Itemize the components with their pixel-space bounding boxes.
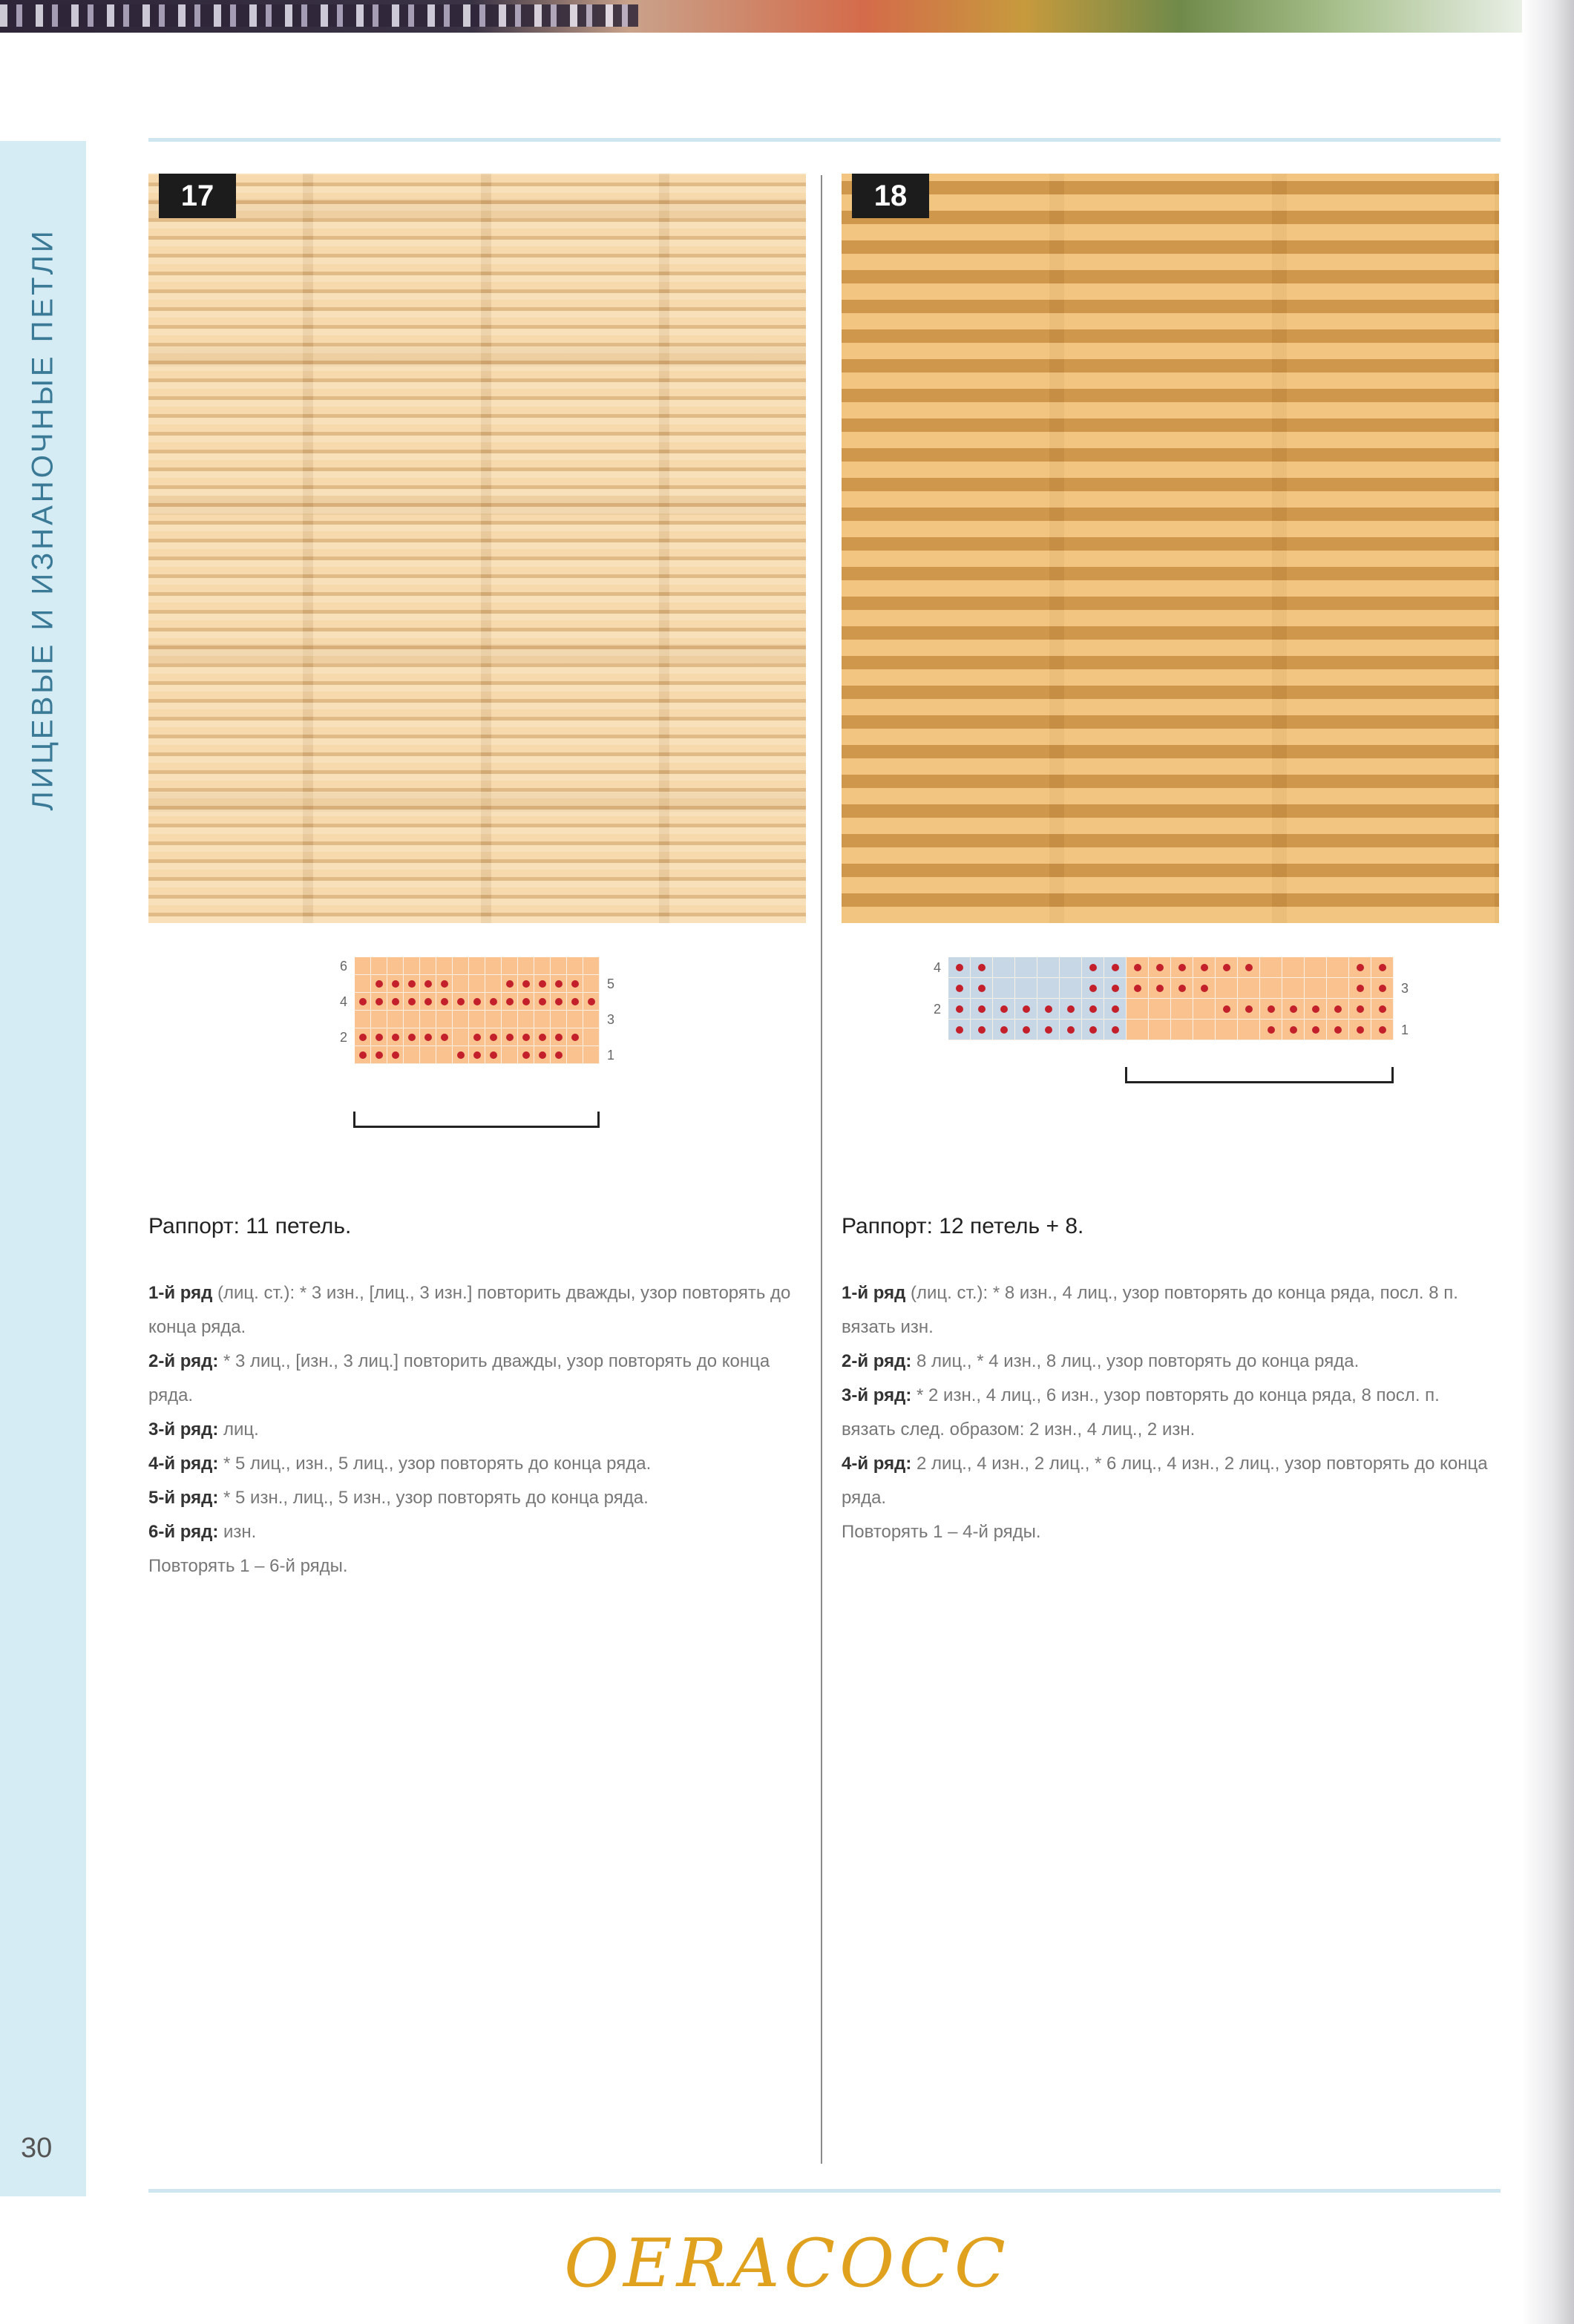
- row-text: 2 лиц., 4 изн., 2 лиц., * 6 лиц., 4 изн., 2 лиц., узор повторять до конца ряда.: [842, 1454, 1488, 1508]
- chart-cell: [1149, 1020, 1171, 1040]
- chart-cell: [534, 975, 551, 993]
- chart-cell: [534, 1046, 551, 1064]
- chart-row-number: 3: [607, 1012, 615, 1027]
- chart-cell: [387, 1046, 404, 1064]
- chart-cell: [993, 999, 1015, 1020]
- chart-cell: [1127, 978, 1149, 999]
- chart-cell: [583, 993, 600, 1011]
- chart-cell: [518, 1011, 534, 1028]
- chart-cell: [1216, 957, 1238, 978]
- chart-cell: [355, 1028, 371, 1046]
- section-title: ЛИЦЕВЫЕ И ИЗНАНОЧНЫЕ ПЕТЛИ: [26, 228, 59, 811]
- chart-cell: [518, 1028, 534, 1046]
- chart-cell: [551, 1011, 567, 1028]
- chart-cell: [371, 1028, 387, 1046]
- chart-cell: [518, 975, 534, 993]
- chart-cell: [1037, 999, 1060, 1020]
- chart-cell: [469, 1011, 485, 1028]
- row-text: 8 лиц., * 4 изн., 8 лиц., узор повторять до конца ряда.: [911, 1351, 1360, 1371]
- chart-cell: [436, 1046, 453, 1064]
- chart-cell: [404, 975, 420, 993]
- chart-cell: [534, 1011, 551, 1028]
- chart-cell: [1060, 999, 1082, 1020]
- chart-cell: [948, 978, 971, 999]
- chart-grid: [355, 957, 600, 1064]
- instruction-line: [148, 1447, 801, 1481]
- chart-cell: [1216, 999, 1238, 1020]
- chart-cell: [355, 993, 371, 1011]
- chart-cell: [1015, 957, 1037, 978]
- chart-cell: [518, 993, 534, 1011]
- chart-cell: [567, 957, 583, 975]
- chart-cell: [1371, 999, 1394, 1020]
- chart-cell: [1082, 978, 1104, 999]
- chart-cell: [1015, 999, 1037, 1020]
- chart-cell: [993, 1020, 1015, 1040]
- chart-cell: [1349, 978, 1371, 999]
- pattern-17-text: [148, 1214, 801, 1583]
- instruction-line: [842, 1345, 1495, 1379]
- chart-cell: [387, 975, 404, 993]
- chart-cell: [1037, 957, 1060, 978]
- chart-cell: [971, 978, 993, 999]
- knit-swatch-photo-17: [148, 174, 806, 923]
- page-number: 30: [21, 2133, 53, 2164]
- chart-cell: [502, 1028, 518, 1046]
- chart-cell: [1349, 1020, 1371, 1040]
- chart-cell: [551, 993, 567, 1011]
- row-text: изн.: [218, 1522, 257, 1542]
- publisher-logo: OERACOCC: [564, 2225, 1010, 2302]
- chart-cell: [387, 1011, 404, 1028]
- knit-swatch-photo-18: [842, 174, 1499, 923]
- chart-cell: [1149, 957, 1171, 978]
- instruction-line: [842, 1379, 1495, 1447]
- chart-cell: [502, 957, 518, 975]
- row-text: * 5 изн., лиц., 5 изн., узор повторять до конца ряда.: [218, 1488, 649, 1508]
- chart-cell: [993, 978, 1015, 999]
- row-text: * 2 изн., 4 лиц., 6 изн., узор повторять до конца ряда, 8 посл. п. вязать след. образом: 2 изн., 4 лиц., 2 изн.: [842, 1385, 1440, 1440]
- chart-cell: [436, 1011, 453, 1028]
- chart-cell: [1082, 999, 1104, 1020]
- chart-cell: [971, 999, 993, 1020]
- row-label: 4-й ряд:: [842, 1454, 912, 1474]
- chart-cell: [1060, 1020, 1082, 1040]
- chart-cell: [551, 957, 567, 975]
- chart-cell: [355, 975, 371, 993]
- chart-cell: [551, 975, 567, 993]
- repeat-bracket: [353, 1112, 600, 1128]
- chart-cell: [567, 1028, 583, 1046]
- chart-cell: [453, 1046, 469, 1064]
- row-text: * 5 лиц., изн., 5 лиц., узор повторять до конца ряда.: [218, 1454, 652, 1474]
- chart-cell: [502, 993, 518, 1011]
- chart-cell: [567, 1011, 583, 1028]
- chart-cell: [355, 957, 371, 975]
- chart-cell: [1015, 978, 1037, 999]
- chart-cell: [583, 1011, 600, 1028]
- chart-cell: [453, 975, 469, 993]
- chart-cell: [453, 993, 469, 1011]
- chart-cell: [1127, 999, 1149, 1020]
- chart-cell: [420, 1028, 436, 1046]
- chart-cell: [551, 1046, 567, 1064]
- chart-cell: [420, 993, 436, 1011]
- chart-cell: [948, 999, 971, 1020]
- rapport-line: Раппорт: 12 петель + 8.: [842, 1214, 1084, 1238]
- rapport-line: Раппорт: 11 петель.: [148, 1214, 352, 1238]
- chart-cell: [1060, 978, 1082, 999]
- chart-cell: [518, 1046, 534, 1064]
- chart-cell: [1193, 978, 1216, 999]
- chart-cell: [1371, 957, 1394, 978]
- chart-cell: [1305, 999, 1327, 1020]
- chart-cell: [404, 1046, 420, 1064]
- chart-cell: [534, 1028, 551, 1046]
- chart-cell: [1037, 1020, 1060, 1040]
- chart-cell: [485, 957, 502, 975]
- chart-cell: [1104, 999, 1127, 1020]
- chart-cell: [1127, 1020, 1149, 1040]
- chart-cell: [1282, 957, 1305, 978]
- chart-cell: [371, 1046, 387, 1064]
- chart-row-number: 6: [340, 959, 348, 974]
- chart-cell: [371, 975, 387, 993]
- chart-cell: [420, 1046, 436, 1064]
- chart-cell: [1305, 978, 1327, 999]
- chart-cell: [551, 1028, 567, 1046]
- row-label: 4-й ряд:: [148, 1454, 219, 1474]
- chart-row-number: 4: [340, 994, 348, 1009]
- row-label: 5-й ряд:: [148, 1488, 219, 1508]
- chart-cell: [1260, 999, 1282, 1020]
- chart-cell: [485, 1011, 502, 1028]
- chart-cell: [485, 975, 502, 993]
- instruction-line: [842, 1447, 1495, 1515]
- chart-cell: [1260, 957, 1282, 978]
- chart-cell: [1327, 978, 1349, 999]
- chart-cell: [420, 957, 436, 975]
- instruction-line: [842, 1276, 1495, 1345]
- chart-cell: [355, 1011, 371, 1028]
- chart-cell: [1171, 999, 1193, 1020]
- chart-cell: [1238, 957, 1260, 978]
- chart-cell: [404, 957, 420, 975]
- chart-cell: [502, 1046, 518, 1064]
- top-rule: [148, 138, 1501, 142]
- chart-cell: [502, 1011, 518, 1028]
- chart-cell: [469, 993, 485, 1011]
- chart-cell: [1193, 1020, 1216, 1040]
- chart-cell: [371, 957, 387, 975]
- chart-row-number: 3: [1401, 981, 1409, 996]
- row-text: (лиц. ст.): * 3 изн., [лиц., 3 изн.] повторить дважды, узор повторять до конца ряда.: [148, 1283, 791, 1337]
- chart-row-number: 5: [607, 976, 615, 991]
- chart-cell: [1149, 999, 1171, 1020]
- chart-cell: [469, 975, 485, 993]
- column-divider: [821, 175, 822, 2164]
- chart-grid: [948, 957, 1394, 1040]
- chart-cell: [1171, 978, 1193, 999]
- chart-cell: [371, 993, 387, 1011]
- chart-cell: [404, 1011, 420, 1028]
- chart-cell: [485, 1028, 502, 1046]
- chart-cell: [1104, 957, 1127, 978]
- chart-cell: [485, 993, 502, 1011]
- chart-cell: [1171, 957, 1193, 978]
- chart-cell: [583, 1028, 600, 1046]
- row-text: лиц.: [218, 1419, 259, 1440]
- chart-cell: [971, 957, 993, 978]
- chart-cell: [420, 975, 436, 993]
- chart-cell: [1282, 978, 1305, 999]
- chart-cell: [1193, 957, 1216, 978]
- row-text: Повторять 1 – 4-й ряды.: [842, 1522, 1041, 1542]
- chart-cell: [436, 957, 453, 975]
- repeat-bracket: [1125, 1067, 1394, 1083]
- row-label: 3-й ряд:: [842, 1385, 912, 1405]
- chart-cell: [567, 993, 583, 1011]
- chart-cell: [1060, 957, 1082, 978]
- row-text: (лиц. ст.): * 8 изн., 4 лиц., узор повторять до конца ряда, посл. 8 п. вязать изн.: [842, 1283, 1458, 1337]
- chart-cell: [469, 1028, 485, 1046]
- chart-row-number: 1: [607, 1048, 615, 1063]
- chart-cell: [1193, 999, 1216, 1020]
- chart-cell: [1127, 957, 1149, 978]
- pattern-number-badge: 17: [159, 174, 236, 218]
- chart-cell: [583, 975, 600, 993]
- row-text: * 3 лиц., [изн., 3 лиц.] повторить дважды, узор повторять до конца ряда.: [148, 1351, 770, 1405]
- row-label: 2-й ряд:: [842, 1351, 912, 1371]
- chart-cell: [1216, 1020, 1238, 1040]
- instruction-line: [148, 1515, 801, 1549]
- chart-cell: [453, 1011, 469, 1028]
- chart-cell: [355, 1046, 371, 1064]
- row-text: Повторять 1 – 6-й ряды.: [148, 1556, 348, 1576]
- chart-cell: [420, 1011, 436, 1028]
- chart-cell: [1260, 978, 1282, 999]
- chart-cell: [387, 957, 404, 975]
- chart-cell: [1149, 978, 1171, 999]
- chart-row-number: 4: [934, 960, 942, 975]
- chart-cell: [1282, 1020, 1305, 1040]
- chart-cell: [436, 975, 453, 993]
- chart-cell: [1282, 999, 1305, 1020]
- top-ornament-pattern: [0, 4, 638, 27]
- chart-cell: [469, 957, 485, 975]
- chart-cell: [1327, 999, 1349, 1020]
- chart-cell: [1349, 999, 1371, 1020]
- chart-cell: [567, 975, 583, 993]
- bottom-rule: [148, 2189, 1501, 2193]
- chart-cell: [518, 957, 534, 975]
- chart-cell: [436, 993, 453, 1011]
- instruction-line: [148, 1345, 801, 1413]
- page-edge-shadow: [1522, 0, 1574, 2324]
- chart-cell: [1037, 978, 1060, 999]
- row-label: 6-й ряд:: [148, 1522, 219, 1542]
- chart-cell: [387, 993, 404, 1011]
- chart-cell: [1305, 957, 1327, 978]
- instruction-line: [148, 1276, 801, 1345]
- chart-cell: [453, 1028, 469, 1046]
- chart-cell: [993, 957, 1015, 978]
- row-label: 1-й ряд: [842, 1283, 906, 1303]
- chart-cell: [502, 975, 518, 993]
- chart-cell: [1349, 957, 1371, 978]
- chart-cell: [1260, 1020, 1282, 1040]
- chart-cell: [1104, 1020, 1127, 1040]
- chart-cell: [1371, 1020, 1394, 1040]
- chart-cell: [1015, 1020, 1037, 1040]
- chart-cell: [948, 957, 971, 978]
- chart-cell: [1238, 999, 1260, 1020]
- chart-row-number: 2: [934, 1002, 942, 1017]
- chart-cell: [1082, 1020, 1104, 1040]
- instruction-line: [148, 1481, 801, 1515]
- chart-cell: [404, 993, 420, 1011]
- chart-cell: [583, 1046, 600, 1064]
- pattern-18-text: [842, 1214, 1495, 1549]
- chart-cell: [583, 957, 600, 975]
- chart-cell: [1104, 978, 1127, 999]
- chart-cell: [567, 1046, 583, 1064]
- chart-cell: [485, 1046, 502, 1064]
- row-label: 2-й ряд:: [148, 1351, 219, 1371]
- chart-cell: [1327, 957, 1349, 978]
- chart-row-number: 2: [340, 1030, 348, 1045]
- chart-cell: [453, 957, 469, 975]
- chart-cell: [1327, 1020, 1349, 1040]
- chart-cell: [387, 1028, 404, 1046]
- chart-cell: [436, 1028, 453, 1046]
- chart-cell: [534, 993, 551, 1011]
- chart-cell: [469, 1046, 485, 1064]
- chart-cell: [1238, 1020, 1260, 1040]
- row-label: 3-й ряд:: [148, 1419, 219, 1440]
- instruction-line: [842, 1515, 1495, 1549]
- chart-row-number: 1: [1401, 1023, 1409, 1037]
- chart-cell: [1171, 1020, 1193, 1040]
- chart-cell: [371, 1011, 387, 1028]
- chart-cell: [404, 1028, 420, 1046]
- chart-cell: [534, 957, 551, 975]
- row-label: 1-й ряд: [148, 1283, 213, 1303]
- chart-cell: [948, 1020, 971, 1040]
- chart-cell: [1238, 978, 1260, 999]
- pattern-number-badge: 18: [852, 174, 929, 218]
- chart-cell: [971, 1020, 993, 1040]
- chart-cell: [1082, 957, 1104, 978]
- instruction-line: [148, 1413, 801, 1447]
- chart-cell: [1371, 978, 1394, 999]
- instruction-line: [148, 1549, 801, 1583]
- chart-cell: [1305, 1020, 1327, 1040]
- chart-cell: [1216, 978, 1238, 999]
